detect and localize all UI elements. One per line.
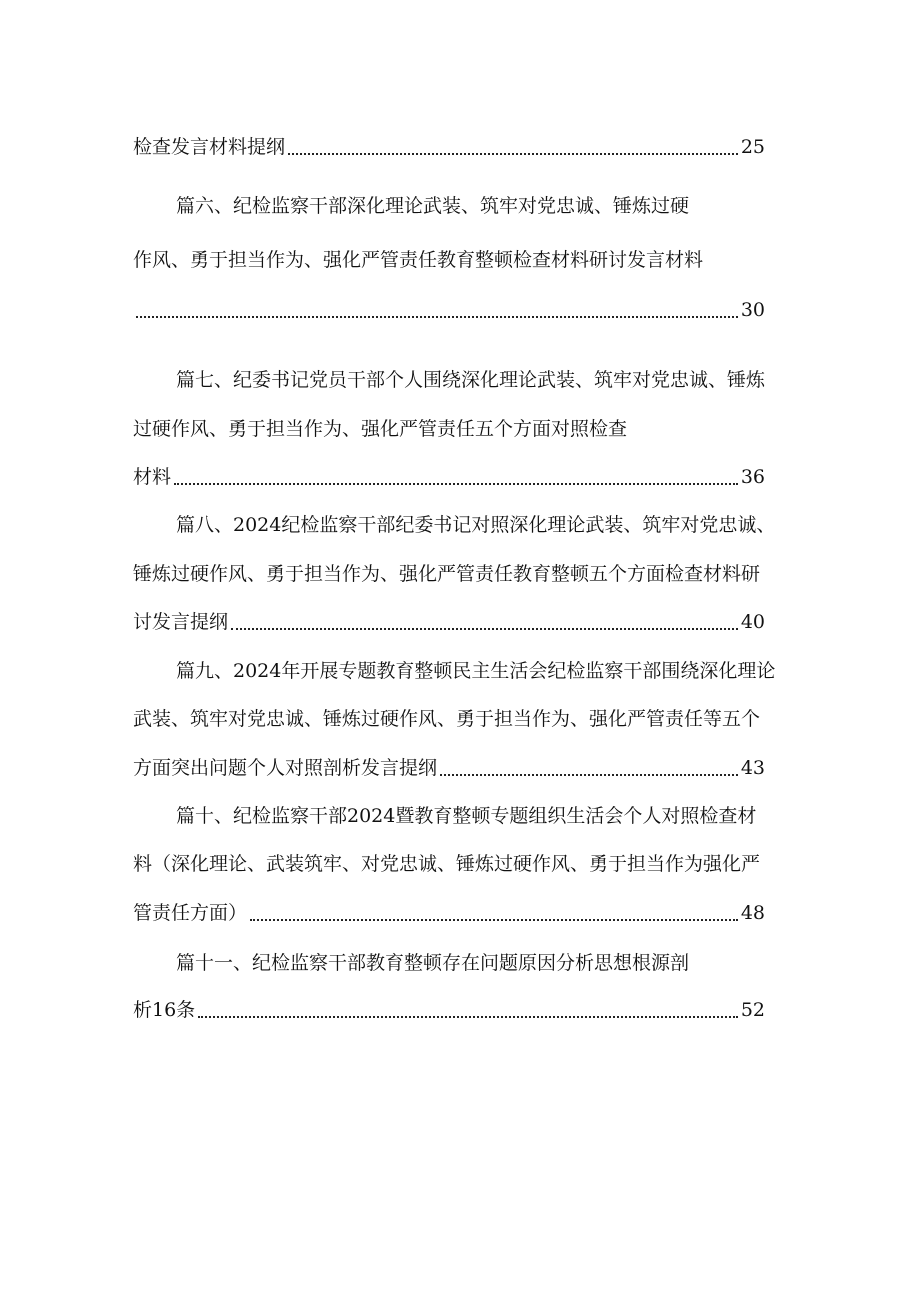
- toc-entry-9-last-line[interactable]: [133, 753, 765, 783]
- toc-page-number: 25: [740, 136, 765, 158]
- dot-leader: [250, 919, 738, 921]
- toc-entry-text: 讨发言提纲: [133, 611, 229, 633]
- toc-entry-10-line-2[interactable]: 料（深化理论、武装筑牢、对党忠诚、锤炼过硬作风、勇于担当作为强化严: [133, 853, 761, 875]
- toc-entry-5-last-line[interactable]: [133, 132, 765, 162]
- toc-entry-6-line-2[interactable]: 作风、勇于担当作为、强化严管责任教育整顿检查材料研讨发言材料: [133, 249, 704, 271]
- toc-entry-7-line-2[interactable]: 过硬作风、勇于担当作为、强化严管责任五个方面对照检查: [133, 418, 628, 440]
- toc-entry-6-line-1[interactable]: 篇六、纪检监察干部深化理论武装、筑牢对党忠诚、锤炼过硬: [176, 195, 690, 217]
- dot-leader: [136, 316, 738, 318]
- toc-entry-11-line-1[interactable]: 篇十一、纪检监察干部教育整顿存在问题原因分析思想根源剖: [176, 952, 690, 974]
- dot-leader: [231, 628, 738, 630]
- toc-entry-text: 方面突出问题个人对照剖析发言提纲: [133, 757, 438, 779]
- dot-leader: [288, 153, 738, 155]
- toc-entry-8-last-line[interactable]: [133, 607, 765, 637]
- toc-entry-11-last-line[interactable]: [133, 995, 765, 1025]
- toc-entry-text: 析16条: [133, 999, 196, 1021]
- dot-leader: [198, 1016, 738, 1018]
- dot-leader: [440, 774, 738, 776]
- toc-entry-text: 材料: [133, 466, 172, 488]
- toc-page-number: 36: [740, 466, 765, 488]
- toc-entry-6-last-line[interactable]: [133, 295, 765, 325]
- toc-page-number: 30: [740, 299, 765, 321]
- toc-entry-text: 管责任方面）: [133, 902, 248, 924]
- toc-page-number: 43: [740, 757, 765, 779]
- toc-entry-10-last-line[interactable]: [133, 898, 765, 928]
- toc-entry-10-line-1[interactable]: 篇十、纪检监察干部2024暨教育整顿专题组织生活会个人对照检查材: [176, 805, 757, 827]
- toc-entry-8-line-2[interactable]: 锤炼过硬作风、勇于担当作为、强化严管责任教育整顿五个方面检查材料研: [133, 563, 761, 585]
- toc-page-number: 52: [740, 999, 765, 1021]
- toc-entry-9-line-2[interactable]: 武装、筑牢对党忠诚、锤炼过硬作风、勇于担当作为、强化严管责任等五个: [133, 708, 761, 730]
- toc-entry-9-line-1[interactable]: 篇九、2024年开展专题教育整顿民主生活会纪检监察干部围绕深化理论: [176, 660, 776, 682]
- toc-entry-8-line-1[interactable]: 篇八、2024纪检监察干部纪委书记对照深化理论武装、筑牢对党忠诚、: [176, 514, 776, 536]
- toc-page-number: 48: [740, 902, 765, 924]
- toc-entry-7-last-line[interactable]: [133, 462, 765, 492]
- toc-entry-7-line-1[interactable]: 篇七、纪委书记党员干部个人围绕深化理论武装、筑牢对党忠诚、锤炼: [176, 369, 766, 391]
- dot-leader: [174, 483, 738, 485]
- toc-page-number: 40: [740, 611, 765, 633]
- toc-entry-text: 检查发言材料提纲: [133, 136, 286, 158]
